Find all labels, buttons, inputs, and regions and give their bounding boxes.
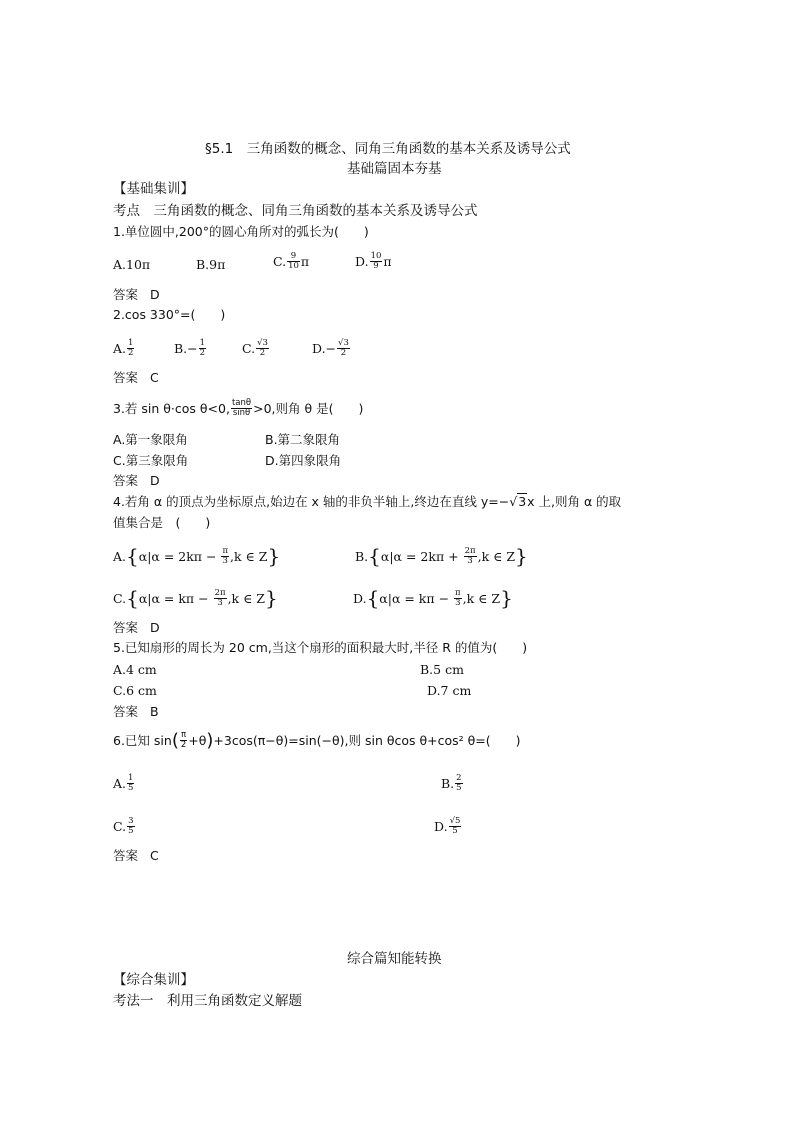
q2-answer: 答案 C (113, 370, 159, 385)
q6-option-a: A. $\frac{1}{5}$ (113, 773, 134, 793)
page-title: §5.1 三角函数的概念、同角三角函数的基本关系及诱导公式 (205, 141, 571, 157)
section-subtitle-comprehensive: 综合篇知能转换 (347, 951, 442, 967)
q5-option-b: B.5 cm (420, 662, 464, 677)
q5-answer: 答案 B (113, 704, 159, 719)
q5-option-a: A.4 cm (113, 662, 157, 677)
q4-answer: 答案 D (113, 620, 160, 635)
q3-option-a: A.第一象限角 (113, 432, 188, 447)
q1-option-b: B.9π (196, 257, 226, 272)
q3-answer: 答案 D (113, 473, 160, 488)
q6-option-d: D. $\frac{√5}{5}$ (434, 816, 461, 836)
comprehensive-training-heading: 【综合集训】 (113, 972, 194, 988)
q6-option-c: C. $\frac{3}{5}$ (113, 816, 134, 836)
q1-option-c: C. $\frac{9}{10}$ π (273, 251, 310, 271)
q1-stem: 1.单位圆中,200°的圆心角所对的弧长为( ) (113, 224, 369, 239)
q4-stem-line2: 值集合是 ( ) (113, 515, 211, 530)
q2-option-c: C. $\frac{√3}{2}$ (242, 338, 268, 358)
q6-option-b: B. $\frac{2}{5}$ (441, 773, 462, 793)
q4-option-a: A.{α|α = 2kπ − $\frac{\pi}{3}$ ,k ∈ Z} (113, 544, 281, 568)
q2-stem: 2.cos 330°=( ) (113, 307, 226, 322)
q4-option-b: B.{α|α = 2kπ + $\frac{2\pi}{3}$ ,k ∈ Z} (355, 544, 528, 568)
method-one-heading: 考法一 利用三角函数定义解题 (113, 993, 302, 1009)
basic-training-heading: 【基础集训】 (113, 181, 194, 197)
q3-option-b: B.第二象限角 (265, 432, 341, 447)
q4-stem-line1: 4.若角 α 的顶点为坐标原点,始边在 x 轴的非负半轴上,终边在直线 y=−√3x 上,则角 α 的取 (113, 494, 622, 509)
q1-option-a: A.10π (113, 257, 151, 272)
q1-answer: 答案 D (113, 287, 160, 302)
q5-option-c: C.6 cm (113, 683, 157, 698)
q6-answer: 答案 C (113, 848, 159, 863)
section-subtitle-basic: 基础篇固本夯基 (347, 161, 442, 177)
q2-option-b: B.− $\frac{1}{2}$ (174, 338, 206, 358)
q2-option-d: D.− $\frac{√3}{2}$ (312, 338, 349, 358)
q1-option-d: D. $\frac{10}{9}$ π (355, 251, 392, 271)
basic-point-heading: 考点 三角函数的概念、同角三角函数的基本关系及诱导公式 (113, 203, 478, 219)
q5-stem: 5.已知扇形的周长为 20 cm,当这个扇形的面积最大时,半径 R 的值为( ) (113, 640, 528, 655)
q4-option-d: D.{α|α = kπ − $\frac{\pi}{3}$ ,k ∈ Z} (353, 586, 513, 610)
q5-option-d: D.7 cm (427, 683, 472, 698)
q2-option-a: A. $\frac{1}{2}$ (113, 338, 134, 358)
q4-option-c: C.{α|α = kπ − $\frac{2\pi}{3}$ ,k ∈ Z} (113, 586, 278, 610)
q3-option-d: D.第四象限角 (265, 453, 342, 468)
q3-option-c: C.第三象限角 (113, 453, 189, 468)
q6-stem: 6.已知 sin( $\frac{\pi}{2}$ +θ)+3cos(π−θ)=sin(−θ),则 sin θcos θ+cos² θ=( ) (113, 730, 521, 751)
q3-stem: 3.若 sin θ·cos θ<0, $\frac{\tan\theta}{\sin\theta}$ >0,则角 θ 是( ) (113, 398, 364, 418)
